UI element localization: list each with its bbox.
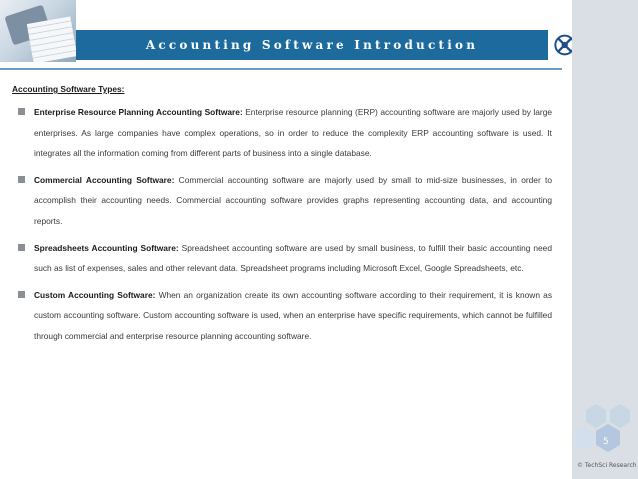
page-title: Accounting Software Introduction bbox=[145, 38, 479, 52]
spreadsheet-paper-image bbox=[27, 16, 76, 62]
section-heading: Accounting Software Types: bbox=[12, 84, 125, 94]
list-item-spreadsheets bbox=[12, 238, 552, 279]
header-divider bbox=[0, 68, 562, 70]
list-item-erp bbox=[12, 102, 552, 164]
hexagon-top-right bbox=[610, 404, 630, 428]
square-bullet-icon bbox=[18, 176, 25, 183]
item-title: Enterprise Resource Planning Accounting Software: bbox=[34, 107, 243, 117]
square-bullet-icon bbox=[18, 244, 25, 251]
item-title: Commercial Accounting Software: bbox=[34, 174, 175, 185]
list-item-commercial bbox=[12, 170, 552, 232]
hexagon-left bbox=[574, 426, 594, 450]
content-area bbox=[12, 84, 552, 353]
square-bullet-icon bbox=[18, 291, 25, 298]
item-title: Spreadsheets Accounting Software: bbox=[34, 242, 179, 253]
page-number: 5 bbox=[603, 437, 609, 447]
item-text: When an organization create its own accounting software according to their requirement, it is known as custom accounting software. Custom accounting software is used, when an enterprise have specific requirements, which cannot be fulfilled through commercial and enterprise resource planning accounting software. bbox=[34, 289, 553, 341]
hexagon-decoration bbox=[562, 404, 638, 464]
header-band bbox=[76, 30, 548, 60]
item-text: Commercial accounting software are majorly used by small to mid-size businesses, in order to accomplish their accounting needs. Commercial accounting software provides graphs representing accounting data, and accounting reports. bbox=[34, 174, 552, 226]
item-text: Enterprise resource planning (ERP) accounting software are majorly used by large enterprises. As large companies have complex operations, so in order to reduce the complexity ERP accounting software is used. It integrates all the information coming from different parts of business into a single database. bbox=[34, 107, 553, 159]
list-item-custom bbox=[12, 285, 552, 347]
square-bullet-icon bbox=[18, 108, 25, 115]
hexagon-top-left bbox=[586, 404, 606, 428]
item-title: Custom Accounting Software: bbox=[34, 289, 156, 300]
item-text: Spreadsheet accounting software are used by small business, to fulfill their basic accounting need such as list of expenses, sales and other relevant data. Spreadsheet programs including Microsoft Excel, Google Spreadsheets, etc. bbox=[34, 242, 552, 274]
header-photo-calculator bbox=[0, 0, 76, 62]
copyright-text: © TechSci Research bbox=[577, 462, 637, 469]
